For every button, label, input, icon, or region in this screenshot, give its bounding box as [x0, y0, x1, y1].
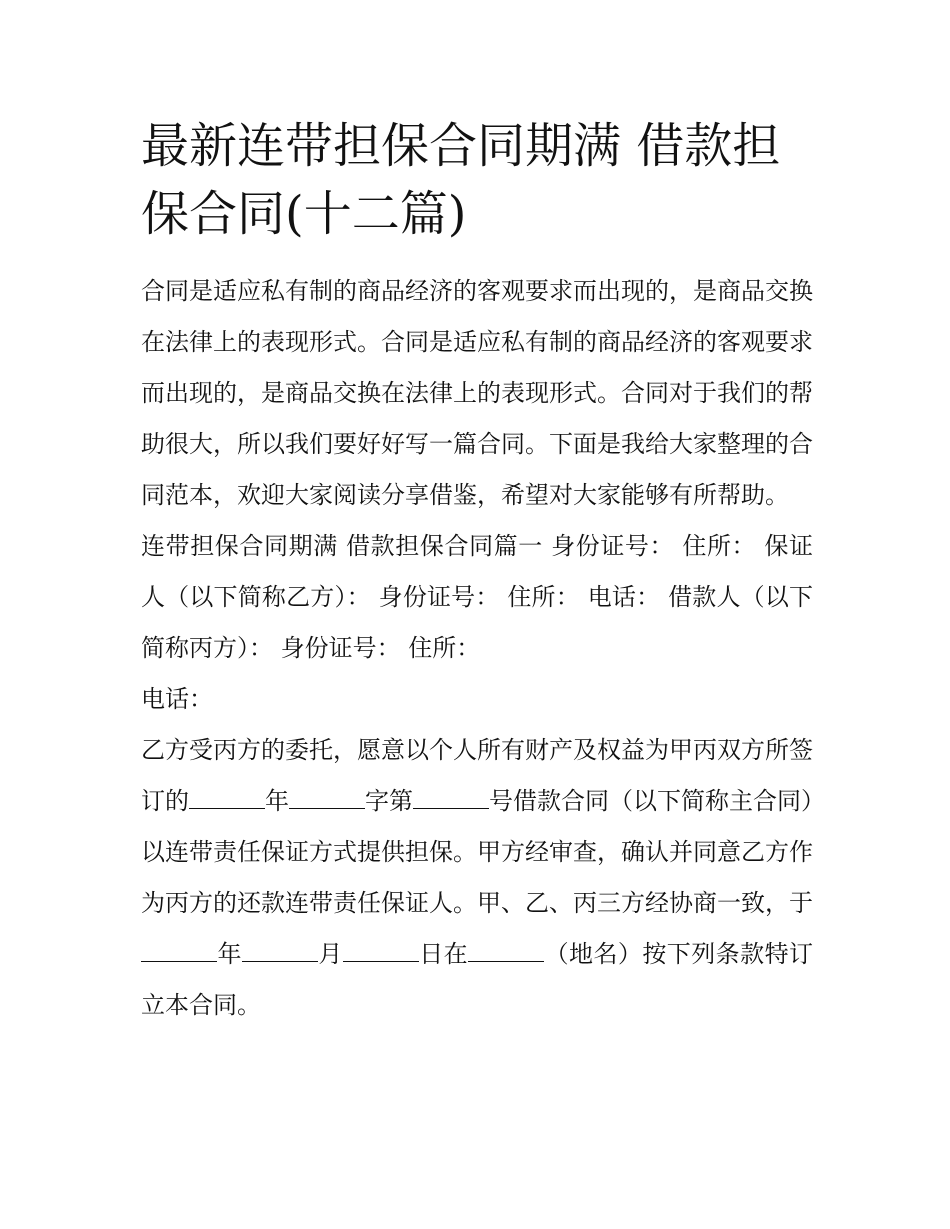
blank-field [189, 784, 265, 809]
blank-field [289, 784, 365, 809]
blank-field [413, 784, 489, 809]
clause-text: 年 [265, 787, 289, 815]
intro-paragraph: 合同是适应私有制的商品经济的客观要求而出现的，是商品交换在法律上的表现形式。合同是适应私有制的商品经济的客观要求而出现的，是商品交换在法律上的表现形式。合同对于我们的帮助很大，所以我们要好好写一篇合同。下面是我给大家整理的合同范本，欢迎大家阅读分享借鉴，希望对大家能够有所帮助。 [141, 277, 813, 509]
clause-text: 字第 [365, 787, 413, 815]
blank-field [468, 937, 544, 962]
phone-line: 电话： [141, 685, 213, 713]
clause-text: 日在 [418, 940, 469, 968]
clause-text: 乙方受丙方的委托，愿意以个人所有财产及权益为甲丙双方所签订的 [141, 736, 813, 815]
clause-text: 号借款合同（以下简称主合同）以连带责任保证方式提供担保。甲方经审查，确认并同意乙方作为丙方的还款连带责任保证人。甲、乙、丙三方经协商一致，于 [141, 787, 813, 917]
blank-field [343, 937, 419, 962]
clause-text: 月 [317, 940, 343, 968]
clause-text: 年 [217, 940, 242, 968]
clause-text: （地名）按下列条款特订立本合同。 [141, 940, 814, 1019]
blank-field [242, 937, 318, 962]
document-title: 最新连带担保合同期满 借款担保合同(十二篇) [141, 118, 781, 242]
document-page [141, 112, 813, 1031]
parties-paragraph: 连带担保合同期满 借款担保合同篇一 身份证号： 住所： 保证人（以下简称乙方）： 身份证号： 住所： 电话： 借款人（以下简称丙方）： 身份证号： 住所： [141, 532, 813, 662]
blank-field [141, 937, 217, 962]
clause-paragraph [141, 725, 813, 1031]
